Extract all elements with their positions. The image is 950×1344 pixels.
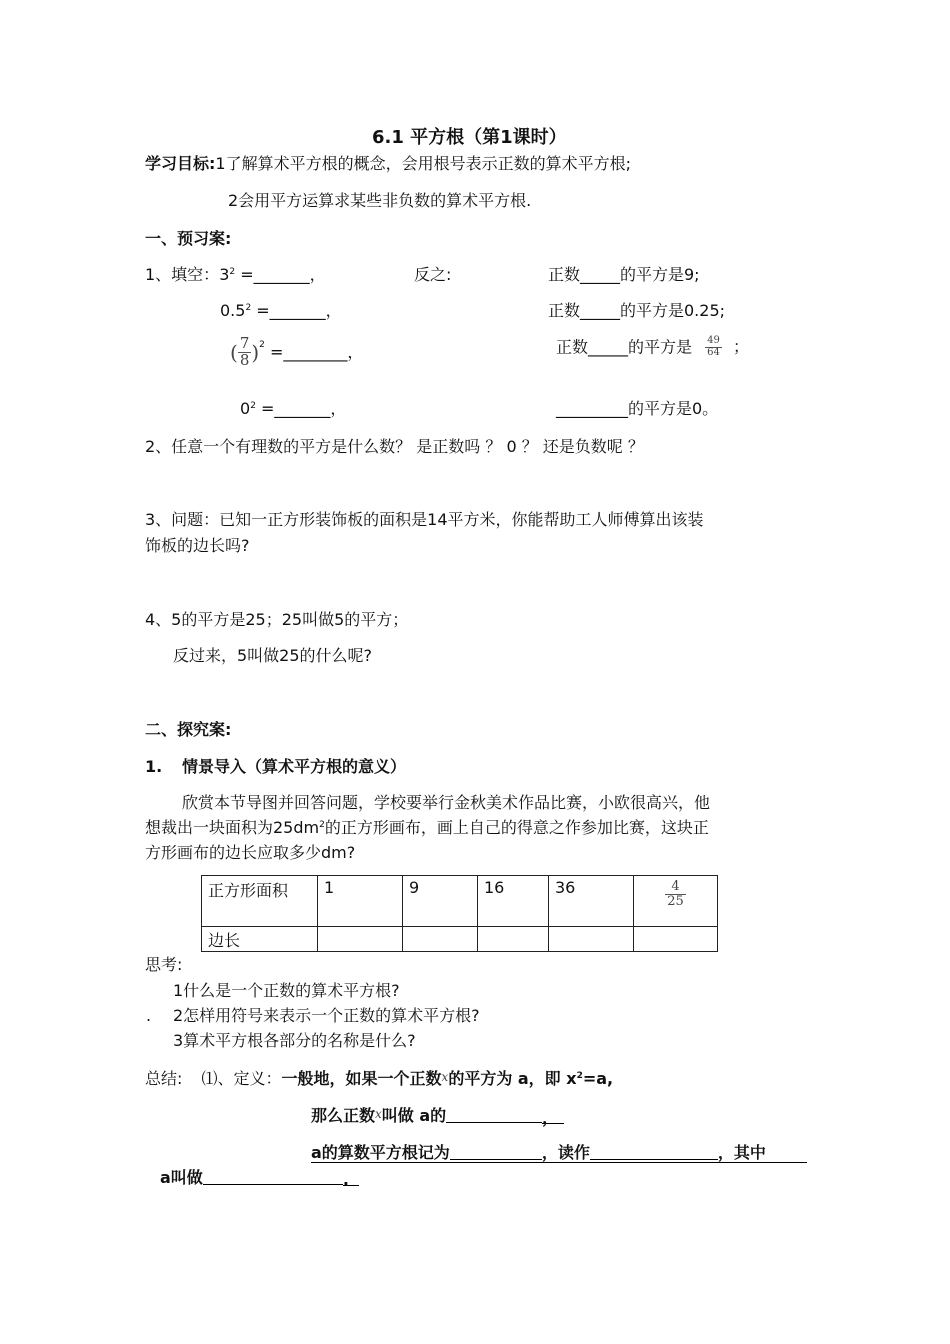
r1-base: 3	[219, 265, 230, 284]
q1-row2-right: 正数_____的平方是0.25;	[548, 301, 726, 320]
cell-side-empty[interactable]	[403, 927, 478, 952]
scenario-line1: 欣赏本节导图并回答问题，学校要举行金秋美术作品比赛，小欧很高兴，他	[182, 793, 711, 812]
table-row	[202, 876, 718, 927]
q1-row3-left	[230, 336, 363, 369]
r3-blank: =________，	[264, 342, 364, 362]
cell-area-label: 正方形面积	[202, 876, 318, 927]
think-item-3: 3算术平方根各部分的名称是什么?	[173, 1031, 416, 1050]
definition-prefix: ⑴、定义：	[201, 1069, 282, 1088]
line4-period: .	[343, 1170, 359, 1186]
frac-4: 4	[665, 880, 686, 895]
question-3-line1: 3、问题：已知一正方形装饰板的面积是14平方米，你能帮助工人师傅算出该装	[145, 510, 704, 529]
scenario-line2-a: 想裁出一块面积为25dm	[145, 818, 320, 837]
think-dot: .	[146, 1006, 152, 1025]
question-4-line1: 4、5的平方是25；25叫做5的平方；	[145, 610, 409, 629]
frac-49: 49	[707, 335, 720, 346]
cell-area-frac	[634, 876, 718, 927]
goal-item-2: 2会用平方运算求某些非负数的算术平方根.	[228, 191, 532, 210]
frac-den: 8	[239, 350, 250, 369]
definition-a: 一般地，如果一个正数	[281, 1069, 442, 1088]
learning-goals	[145, 154, 631, 173]
section1-heading: 一、预习案:	[145, 229, 232, 248]
section2-heading: 二、探究案:	[145, 720, 232, 739]
blank-underline[interactable]	[450, 1144, 542, 1160]
cell-side-label: 边长	[202, 927, 318, 952]
summary-label: 总结:	[145, 1069, 183, 1088]
q1-row4-left	[240, 399, 346, 418]
scenario-line2-b: 的正方形画布，画上自己的得意之作参加比赛，这块正	[324, 818, 709, 837]
q1-row2-left	[220, 301, 342, 320]
cell-side-empty[interactable]	[549, 927, 634, 952]
frac-25: 25	[667, 893, 684, 909]
paren-open: (	[230, 340, 238, 365]
fraction-4-25	[665, 880, 686, 908]
r3-right-text: 正数_____的平方是	[556, 337, 693, 357]
cell-side-empty[interactable]	[634, 927, 718, 952]
var-x: x	[441, 1070, 449, 1084]
r4-base: 0	[240, 399, 251, 418]
definition-b: 的平方为 a，即 x	[448, 1069, 577, 1088]
q1-row4-right: _________的平方是0。	[556, 399, 719, 418]
line2-a: 那么正数	[311, 1106, 376, 1125]
goal-item-1: 1了解算术平方根的概念，会用根号表示正数的算术平方根;	[215, 154, 631, 173]
summary-line4	[160, 1168, 359, 1187]
cell-side-empty[interactable]	[318, 927, 403, 952]
r4-blank: =_______，	[255, 399, 347, 418]
line2-b: 叫做 a的	[381, 1106, 447, 1125]
line4-a: a叫做	[160, 1168, 203, 1187]
r4-exp: 2	[250, 401, 256, 411]
summary-line2	[311, 1106, 564, 1125]
line2-comma: ，	[542, 1108, 564, 1124]
r3-exp: 2	[259, 339, 265, 350]
q1-prefix: 1、填空：	[145, 265, 220, 284]
frac-64: 64	[707, 346, 720, 358]
r3-end: ；	[732, 337, 749, 357]
converse-label: 反之:	[414, 265, 452, 284]
question-4-line2: 反过来，5叫做25的什么呢?	[173, 646, 373, 665]
summary-line3-underline	[311, 1162, 807, 1163]
q1-row3-right	[556, 336, 749, 358]
subsection-1-title: 情景导入（算术平方根的意义）	[182, 757, 407, 776]
q1-row1-right: 正数_____的平方是9;	[548, 265, 700, 284]
cell-side-empty[interactable]	[478, 927, 549, 952]
fraction-49-64	[705, 336, 722, 358]
page-title: 6.1 平方根（第1课时）	[372, 127, 567, 148]
frac-num: 7	[239, 334, 250, 352]
r1-exp: 2	[229, 267, 236, 277]
goals-label: 学习目标:	[145, 154, 216, 173]
think-label: 思考:	[145, 955, 183, 974]
summary-line3	[311, 1143, 766, 1162]
line3-a: a的算数平方根记为	[311, 1143, 450, 1162]
think-item-1: 1什么是一个正数的算术平方根?	[173, 981, 400, 1000]
cell-area-1: 1	[318, 876, 403, 927]
cell-area-36: 36	[549, 876, 634, 927]
blank-underline[interactable]	[446, 1107, 542, 1123]
r1-blank: =_______，	[235, 265, 326, 284]
fraction-7-8	[238, 336, 252, 369]
r2-blank: =_______，	[251, 301, 342, 320]
definition-c: =a,	[582, 1069, 614, 1088]
r2-exp: 2	[245, 303, 252, 313]
summary-line1	[145, 1069, 613, 1088]
think-item-2: 2怎样用符号来表示一个正数的算术平方根?	[173, 1006, 480, 1025]
table-row	[202, 927, 718, 952]
r2-base: 0.5	[220, 301, 246, 320]
paren-close: )	[251, 340, 260, 365]
dm-exp: 2	[319, 820, 325, 830]
var-x: x	[375, 1107, 382, 1121]
blank-underline[interactable]	[203, 1169, 343, 1185]
question-2: 2、任意一个有理数的平方是什么数？ 是正数吗 ？ 0 ？ 还是负数呢 ？	[145, 437, 644, 456]
subsection-1-number: 1.	[145, 757, 163, 776]
q1-row1-left	[145, 265, 326, 284]
area-side-table	[201, 875, 718, 952]
question-3-line2: 饰板的边长吗?	[145, 536, 250, 555]
scenario-line3: 方形画布的边长应取多少dm?	[145, 843, 356, 862]
line3-b: ，读作	[541, 1143, 590, 1162]
definition-exp: 2	[576, 1071, 583, 1081]
line3-c: ，其中	[717, 1143, 766, 1162]
blank-underline[interactable]	[590, 1144, 718, 1160]
scenario-line2	[145, 818, 709, 837]
cell-area-16: 16	[478, 876, 549, 927]
cell-area-9: 9	[403, 876, 478, 927]
